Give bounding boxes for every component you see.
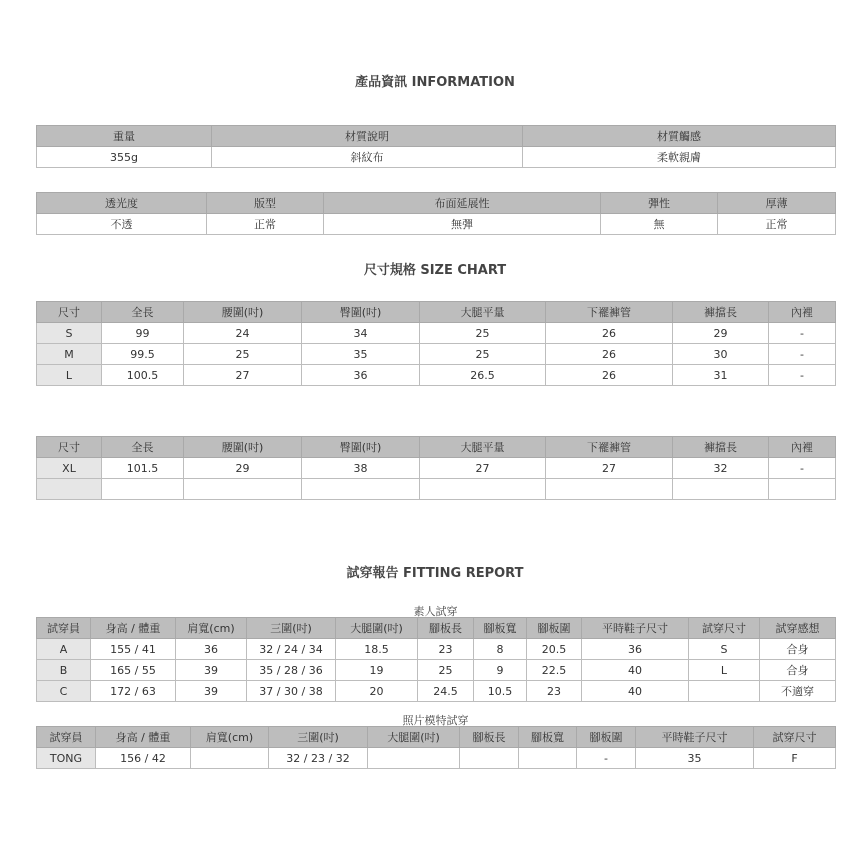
table-cell: 26 <box>546 344 673 365</box>
table-row <box>37 660 836 681</box>
table-cell: 39 <box>176 681 247 702</box>
tester-label: TONG <box>37 748 96 769</box>
table-row <box>37 458 836 479</box>
fit-value: 正常 <box>207 214 324 235</box>
table-cell: - <box>577 748 636 769</box>
header-length: 全長 <box>102 437 184 458</box>
table-cell: 24 <box>184 323 302 344</box>
table-cell: 23 <box>418 639 474 660</box>
table-cell: 10.5 <box>474 681 527 702</box>
table-cell: 99 <box>102 323 184 344</box>
table-cell: 36 <box>582 639 689 660</box>
table-cell <box>302 479 420 500</box>
table-cell <box>191 748 269 769</box>
table-cell: 合身 <box>760 639 836 660</box>
table-cell: 31 <box>673 365 769 386</box>
table-cell: 40 <box>582 681 689 702</box>
table-cell: 19 <box>336 660 418 681</box>
header-thickness: 厚薄 <box>718 193 836 214</box>
table-header-row <box>37 437 836 458</box>
header-tried-size: 試穿尺寸 <box>689 618 760 639</box>
size-label: S <box>37 323 102 344</box>
header-foot-length: 腳板長 <box>418 618 474 639</box>
header-weight: 重量 <box>37 126 212 147</box>
opacity-value: 不透 <box>37 214 207 235</box>
table-cell: - <box>769 458 836 479</box>
tester-label: B <box>37 660 91 681</box>
table-cell: 35 <box>302 344 420 365</box>
table-cell: L <box>689 660 760 681</box>
header-stretch: 布面延展性 <box>324 193 601 214</box>
table-cell: 9 <box>474 660 527 681</box>
table-cell: 25 <box>420 323 546 344</box>
table-row <box>37 639 836 660</box>
table-header-row <box>37 193 836 214</box>
table-cell: 40 <box>582 660 689 681</box>
table-row <box>37 147 836 168</box>
model-caption: 照片模特試穿 <box>402 714 469 727</box>
table-cell: 22.5 <box>527 660 582 681</box>
header-fit: 版型 <box>207 193 324 214</box>
size-chart-table <box>36 301 836 386</box>
size-label: L <box>37 365 102 386</box>
table-header-row <box>37 126 836 147</box>
table-header-row <box>37 727 836 748</box>
table-cell: 25 <box>184 344 302 365</box>
size-chart-title: 尺寸規格 SIZE CHART <box>363 263 507 278</box>
table-cell: 172 / 63 <box>91 681 176 702</box>
header-tried-size: 試穿尺寸 <box>754 727 836 748</box>
table-cell <box>769 479 836 500</box>
table-cell: 36 <box>176 639 247 660</box>
table-cell <box>546 479 673 500</box>
table-cell: 27 <box>546 458 673 479</box>
material-value: 斜紋布 <box>212 147 523 168</box>
header-shoulder: 肩寬(cm) <box>191 727 269 748</box>
table-row <box>37 214 836 235</box>
table-row <box>37 479 836 500</box>
table-cell: 26 <box>546 365 673 386</box>
table-cell: 20.5 <box>527 639 582 660</box>
table-cell: F <box>754 748 836 769</box>
table-cell <box>673 479 769 500</box>
table-header-row <box>37 302 836 323</box>
header-feedback: 試穿感想 <box>760 618 836 639</box>
header-rise: 褲擋長 <box>673 437 769 458</box>
table-cell <box>368 748 460 769</box>
stretch-value: 無彈 <box>324 214 601 235</box>
table-cell: 23 <box>527 681 582 702</box>
table-cell: 26.5 <box>420 365 546 386</box>
header-thigh: 大腿平量 <box>420 437 546 458</box>
table-row <box>37 323 836 344</box>
header-hem: 下襬褲管 <box>546 437 673 458</box>
weight-value: 355g <box>37 147 212 168</box>
header-rise: 褲擋長 <box>673 302 769 323</box>
table-cell <box>460 748 519 769</box>
header-height-weight: 身高 / 體重 <box>91 618 176 639</box>
table-cell: 34 <box>302 323 420 344</box>
table-cell: 37 / 30 / 38 <box>247 681 336 702</box>
header-size: 尺寸 <box>37 302 102 323</box>
tester-label: C <box>37 681 91 702</box>
header-material: 材質說明 <box>212 126 523 147</box>
table-cell: 35 / 28 / 36 <box>247 660 336 681</box>
header-opacity: 透光度 <box>37 193 207 214</box>
header-height-weight: 身高 / 體重 <box>96 727 191 748</box>
table-row <box>37 344 836 365</box>
info-table-2 <box>36 192 836 235</box>
header-elasticity: 彈性 <box>601 193 718 214</box>
table-cell: 29 <box>673 323 769 344</box>
table-cell: 27 <box>420 458 546 479</box>
table-cell: 100.5 <box>102 365 184 386</box>
header-hip: 臀圍(吋) <box>302 302 420 323</box>
header-tester: 試穿員 <box>37 727 96 748</box>
header-foot-girth: 腳板圍 <box>527 618 582 639</box>
table-cell <box>519 748 577 769</box>
header-tester: 試穿員 <box>37 618 91 639</box>
table-cell: 27 <box>184 365 302 386</box>
amateur-caption: 素人試穿 <box>413 605 458 618</box>
header-lining: 內裡 <box>769 302 836 323</box>
table-cell: 38 <box>302 458 420 479</box>
table-cell: - <box>769 323 836 344</box>
elasticity-value: 無 <box>601 214 718 235</box>
header-lining: 內裡 <box>769 437 836 458</box>
table-cell: 35 <box>636 748 754 769</box>
table-cell <box>420 479 546 500</box>
table-cell: 36 <box>302 365 420 386</box>
table-cell: 30 <box>673 344 769 365</box>
table-row <box>37 681 836 702</box>
table-cell: S <box>689 639 760 660</box>
header-thigh: 大腿圍(吋) <box>336 618 418 639</box>
table-cell: 156 / 42 <box>96 748 191 769</box>
header-shoe-size: 平時鞋子尺寸 <box>582 618 689 639</box>
table-cell: 25 <box>418 660 474 681</box>
table-cell: 32 / 23 / 32 <box>269 748 368 769</box>
size-label <box>37 479 102 500</box>
amateur-fitting-table <box>36 617 836 702</box>
information-title: 產品資訊 INFORMATION <box>355 75 515 90</box>
table-cell <box>689 681 760 702</box>
header-length: 全長 <box>102 302 184 323</box>
table-cell <box>102 479 184 500</box>
header-texture: 材質觸感 <box>523 126 836 147</box>
table-cell: 32 <box>673 458 769 479</box>
table-cell: 39 <box>176 660 247 681</box>
header-foot-width: 腳板寬 <box>474 618 527 639</box>
header-foot-girth: 腳板圍 <box>577 727 636 748</box>
table-cell: 合身 <box>760 660 836 681</box>
size-label: XL <box>37 458 102 479</box>
info-table-1 <box>36 125 836 168</box>
table-cell <box>184 479 302 500</box>
table-cell: 32 / 24 / 34 <box>247 639 336 660</box>
size-label: M <box>37 344 102 365</box>
tester-label: A <box>37 639 91 660</box>
table-cell: 99.5 <box>102 344 184 365</box>
texture-value: 柔軟親膚 <box>523 147 836 168</box>
table-row <box>37 365 836 386</box>
header-thigh: 大腿圍(吋) <box>368 727 460 748</box>
header-hem: 下襬褲管 <box>546 302 673 323</box>
table-cell: - <box>769 365 836 386</box>
header-shoe-size: 平時鞋子尺寸 <box>636 727 754 748</box>
model-fitting-table <box>36 726 836 769</box>
table-cell: 8 <box>474 639 527 660</box>
table-cell: - <box>769 344 836 365</box>
table-cell: 165 / 55 <box>91 660 176 681</box>
table-cell: 不適穿 <box>760 681 836 702</box>
table-cell: 25 <box>420 344 546 365</box>
header-thigh: 大腿平量 <box>420 302 546 323</box>
table-cell: 155 / 41 <box>91 639 176 660</box>
table-row <box>37 748 836 769</box>
thickness-value: 正常 <box>718 214 836 235</box>
table-cell: 26 <box>546 323 673 344</box>
header-waist: 腰圍(吋) <box>184 302 302 323</box>
header-foot-length: 腳板長 <box>460 727 519 748</box>
fitting-report-title: 試穿報告 FITTING REPORT <box>346 566 524 581</box>
table-cell: 24.5 <box>418 681 474 702</box>
table-cell: 20 <box>336 681 418 702</box>
size-chart-table-xl <box>36 436 836 500</box>
header-foot-width: 腳板寬 <box>519 727 577 748</box>
header-measurements: 三圍(吋) <box>247 618 336 639</box>
header-waist: 腰圍(吋) <box>184 437 302 458</box>
table-cell: 29 <box>184 458 302 479</box>
table-header-row <box>37 618 836 639</box>
table-cell: 101.5 <box>102 458 184 479</box>
header-measurements: 三圍(吋) <box>269 727 368 748</box>
header-size: 尺寸 <box>37 437 102 458</box>
table-cell: 18.5 <box>336 639 418 660</box>
header-shoulder: 肩寬(cm) <box>176 618 247 639</box>
header-hip: 臀圍(吋) <box>302 437 420 458</box>
